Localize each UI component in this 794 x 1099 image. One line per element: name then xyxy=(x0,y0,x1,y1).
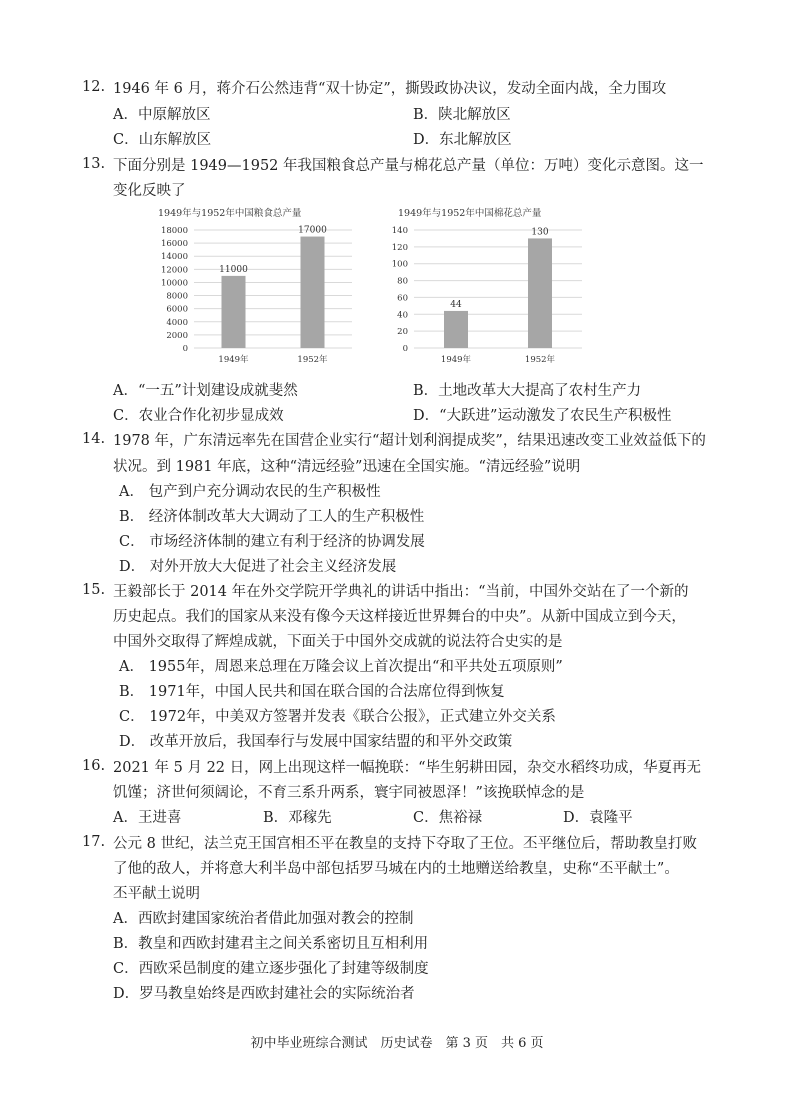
question-15-number: 15. xyxy=(82,582,106,598)
question-14-stem-line-1: 1978 年，广东清远率先在国营企业实行“超计划利润提成奖”，结果迅速改变工业效益低下的 xyxy=(113,433,706,449)
question-13-option-b[interactable]: B．土地改革大大提高了农村生产力 xyxy=(413,383,642,399)
question-15-option-d[interactable]: D． 改革开放后，我国奉行与发展中国家结盟的和平外交政策 xyxy=(119,734,513,750)
question-15-stem-line-2: 历史起点。我们的国家从来没有像今天这样接近世界舞台的中央”。从新中国成立到今天， xyxy=(113,609,686,625)
y-tick-label: 100 xyxy=(391,259,408,270)
y-tick-label: 18000 xyxy=(160,226,188,236)
question-14-option-b[interactable]: B． 经济体制改革大大调动了工人的生产积极性 xyxy=(119,509,425,525)
question-16-option-c[interactable]: C．焦裕禄 xyxy=(413,810,483,826)
question-14-option-c[interactable]: C． 市场经济体制的建立有利于经济的协调发展 xyxy=(119,534,425,550)
y-tick-label: 4000 xyxy=(166,317,188,328)
bar-2 xyxy=(301,237,325,348)
grain-output-chart xyxy=(150,202,360,374)
y-tick-label: 20 xyxy=(397,327,408,338)
question-13-option-a[interactable]: A．“一五”计划建设成就斐然 xyxy=(113,383,298,399)
question-12-number: 12. xyxy=(82,79,106,95)
category-label: 1952年 xyxy=(524,355,556,365)
category-label: 1952年 xyxy=(297,355,328,365)
page-footer: 初中毕业班综合测试 历史试卷 第 3 页 共 6 页 xyxy=(250,1036,544,1051)
question-15-stem-line-3: 中国外交取得了辉煌成就，下面关于中国外交成就的说法符合史实的是 xyxy=(113,634,563,650)
question-17-option-c[interactable]: C．西欧采邑制度的建立逐步强化了封建等级制度 xyxy=(113,961,429,977)
bar-2 xyxy=(528,238,552,348)
question-16-option-d[interactable]: D．袁隆平 xyxy=(563,810,633,826)
question-17-stem-line-3: 丕平献土说明 xyxy=(113,886,200,902)
grain-output-chart-svg xyxy=(150,202,360,374)
y-tick-label: 10000 xyxy=(160,278,188,289)
data-label: 44 xyxy=(450,299,462,310)
y-tick-label: 16000 xyxy=(160,239,188,250)
question-17-option-d[interactable]: D．罗马教皇始终是西欧封建社会的实际统治者 xyxy=(113,986,415,1002)
question-13-option-c[interactable]: C．农业合作化初步显成效 xyxy=(113,408,284,424)
category-label: 1949年 xyxy=(440,355,472,365)
question-17-stem-line-2: 了他的敌人，并将意大利半岛中部包括罗马城在内的土地赠送给教皇，史称“丕平献土”。 xyxy=(113,861,679,877)
question-16-stem-line-2: 饥馑；济世何须阔论，不育三系升两系，寰宇同被恩泽！”该挽联悼念的是 xyxy=(113,785,585,801)
question-16-option-b[interactable]: B．邓稼先 xyxy=(263,810,332,826)
y-tick-label: 120 xyxy=(391,242,408,253)
question-14-option-a[interactable]: A． 包产到户充分调动农民的生产积极性 xyxy=(119,484,381,500)
question-13-stem-line-1: 下面分别是 1949—1952 年我国粮食总产量与棉花总产量（单位：万吨）变化示意图。这一 xyxy=(113,158,704,174)
question-15-option-c[interactable]: C． 1972年，中美双方签署并发表《联合公报》，正式建立外交关系 xyxy=(119,709,556,725)
y-tick-label: 40 xyxy=(397,310,408,321)
question-16-number: 16. xyxy=(82,758,106,774)
bar-1 xyxy=(222,276,246,348)
question-12-stem: 1946 年 6 月，蒋介石公然违背“双十协定”，撕毁政协决议，发动全面内战，全力围攻 xyxy=(113,81,667,97)
question-16-option-a[interactable]: A．王进喜 xyxy=(113,810,182,826)
question-17-option-a[interactable]: A．西欧封建国家统治者借此加强对教会的控制 xyxy=(113,911,414,927)
y-tick-label: 0 xyxy=(182,344,188,354)
question-15-option-b[interactable]: B． 1971年，中国人民共和国在联合国的合法席位得到恢复 xyxy=(119,684,505,700)
chart-title: 1949年与1952年中国粮食总产量 xyxy=(158,208,302,219)
y-tick-label: 140 xyxy=(391,226,408,236)
question-12-option-a[interactable]: A．中原解放区 xyxy=(113,107,211,123)
data-label: 130 xyxy=(531,227,549,238)
question-14-stem-line-2: 状况。到 1981 年底，这种“清远经验”迅速在全国实施。“清远经验”说明 xyxy=(113,459,581,475)
cotton-output-chart-svg xyxy=(380,202,590,374)
question-17-option-b[interactable]: B．教皇和西欧封建君主之间关系密切且互相利用 xyxy=(113,936,429,952)
y-tick-label: 60 xyxy=(397,293,408,304)
question-12-option-b[interactable]: B．陕北解放区 xyxy=(413,107,511,123)
data-label: 11000 xyxy=(219,264,248,275)
chart-title: 1949年与1952年中国棉花总产量 xyxy=(398,208,542,219)
question-17-stem-line-1: 公元 8 世纪，法兰克王国宫相丕平在教皇的支持下夺取了王位。丕平继位后，帮助教皇打败 xyxy=(113,836,697,852)
y-tick-label: 12000 xyxy=(160,265,188,276)
question-13-option-d[interactable]: D．“大跃进”运动激发了农民生产积极性 xyxy=(413,408,672,424)
question-12-option-c[interactable]: C．山东解放区 xyxy=(113,132,212,148)
question-12-option-d[interactable]: D．东北解放区 xyxy=(413,132,512,148)
y-tick-label: 14000 xyxy=(160,252,188,263)
data-label: 17000 xyxy=(298,225,327,236)
question-14-option-d[interactable]: D． 对外开放大大促进了社会主义经济发展 xyxy=(119,559,397,575)
question-13-number: 13. xyxy=(82,156,106,172)
question-14-number: 14. xyxy=(82,431,106,447)
question-15-stem-line-1: 王毅部长于 2014 年在外交学院开学典礼的讲话中指出：“当前，中国外交站在了一个新的 xyxy=(113,584,689,600)
question-16-stem-line-1: 2021 年 5 月 22 日，网上出现这样一幅挽联：“毕生躬耕田园，杂交水稻终功成，华夏再无 xyxy=(113,760,702,776)
question-15-option-a[interactable]: A． 1955年，周恩来总理在万隆会议上首次提出“和平共处五项原则” xyxy=(119,659,563,675)
question-13-stem-line-2: 变化反映了 xyxy=(113,183,186,199)
y-tick-label: 80 xyxy=(397,276,408,287)
bar-1 xyxy=(444,311,468,348)
category-label: 1949年 xyxy=(218,355,249,365)
cotton-output-chart xyxy=(380,202,590,374)
y-tick-label: 8000 xyxy=(166,291,188,302)
question-17-number: 17. xyxy=(82,834,106,850)
y-tick-label: 6000 xyxy=(166,304,188,315)
y-tick-label: 2000 xyxy=(166,330,188,341)
y-tick-label: 0 xyxy=(402,344,408,354)
